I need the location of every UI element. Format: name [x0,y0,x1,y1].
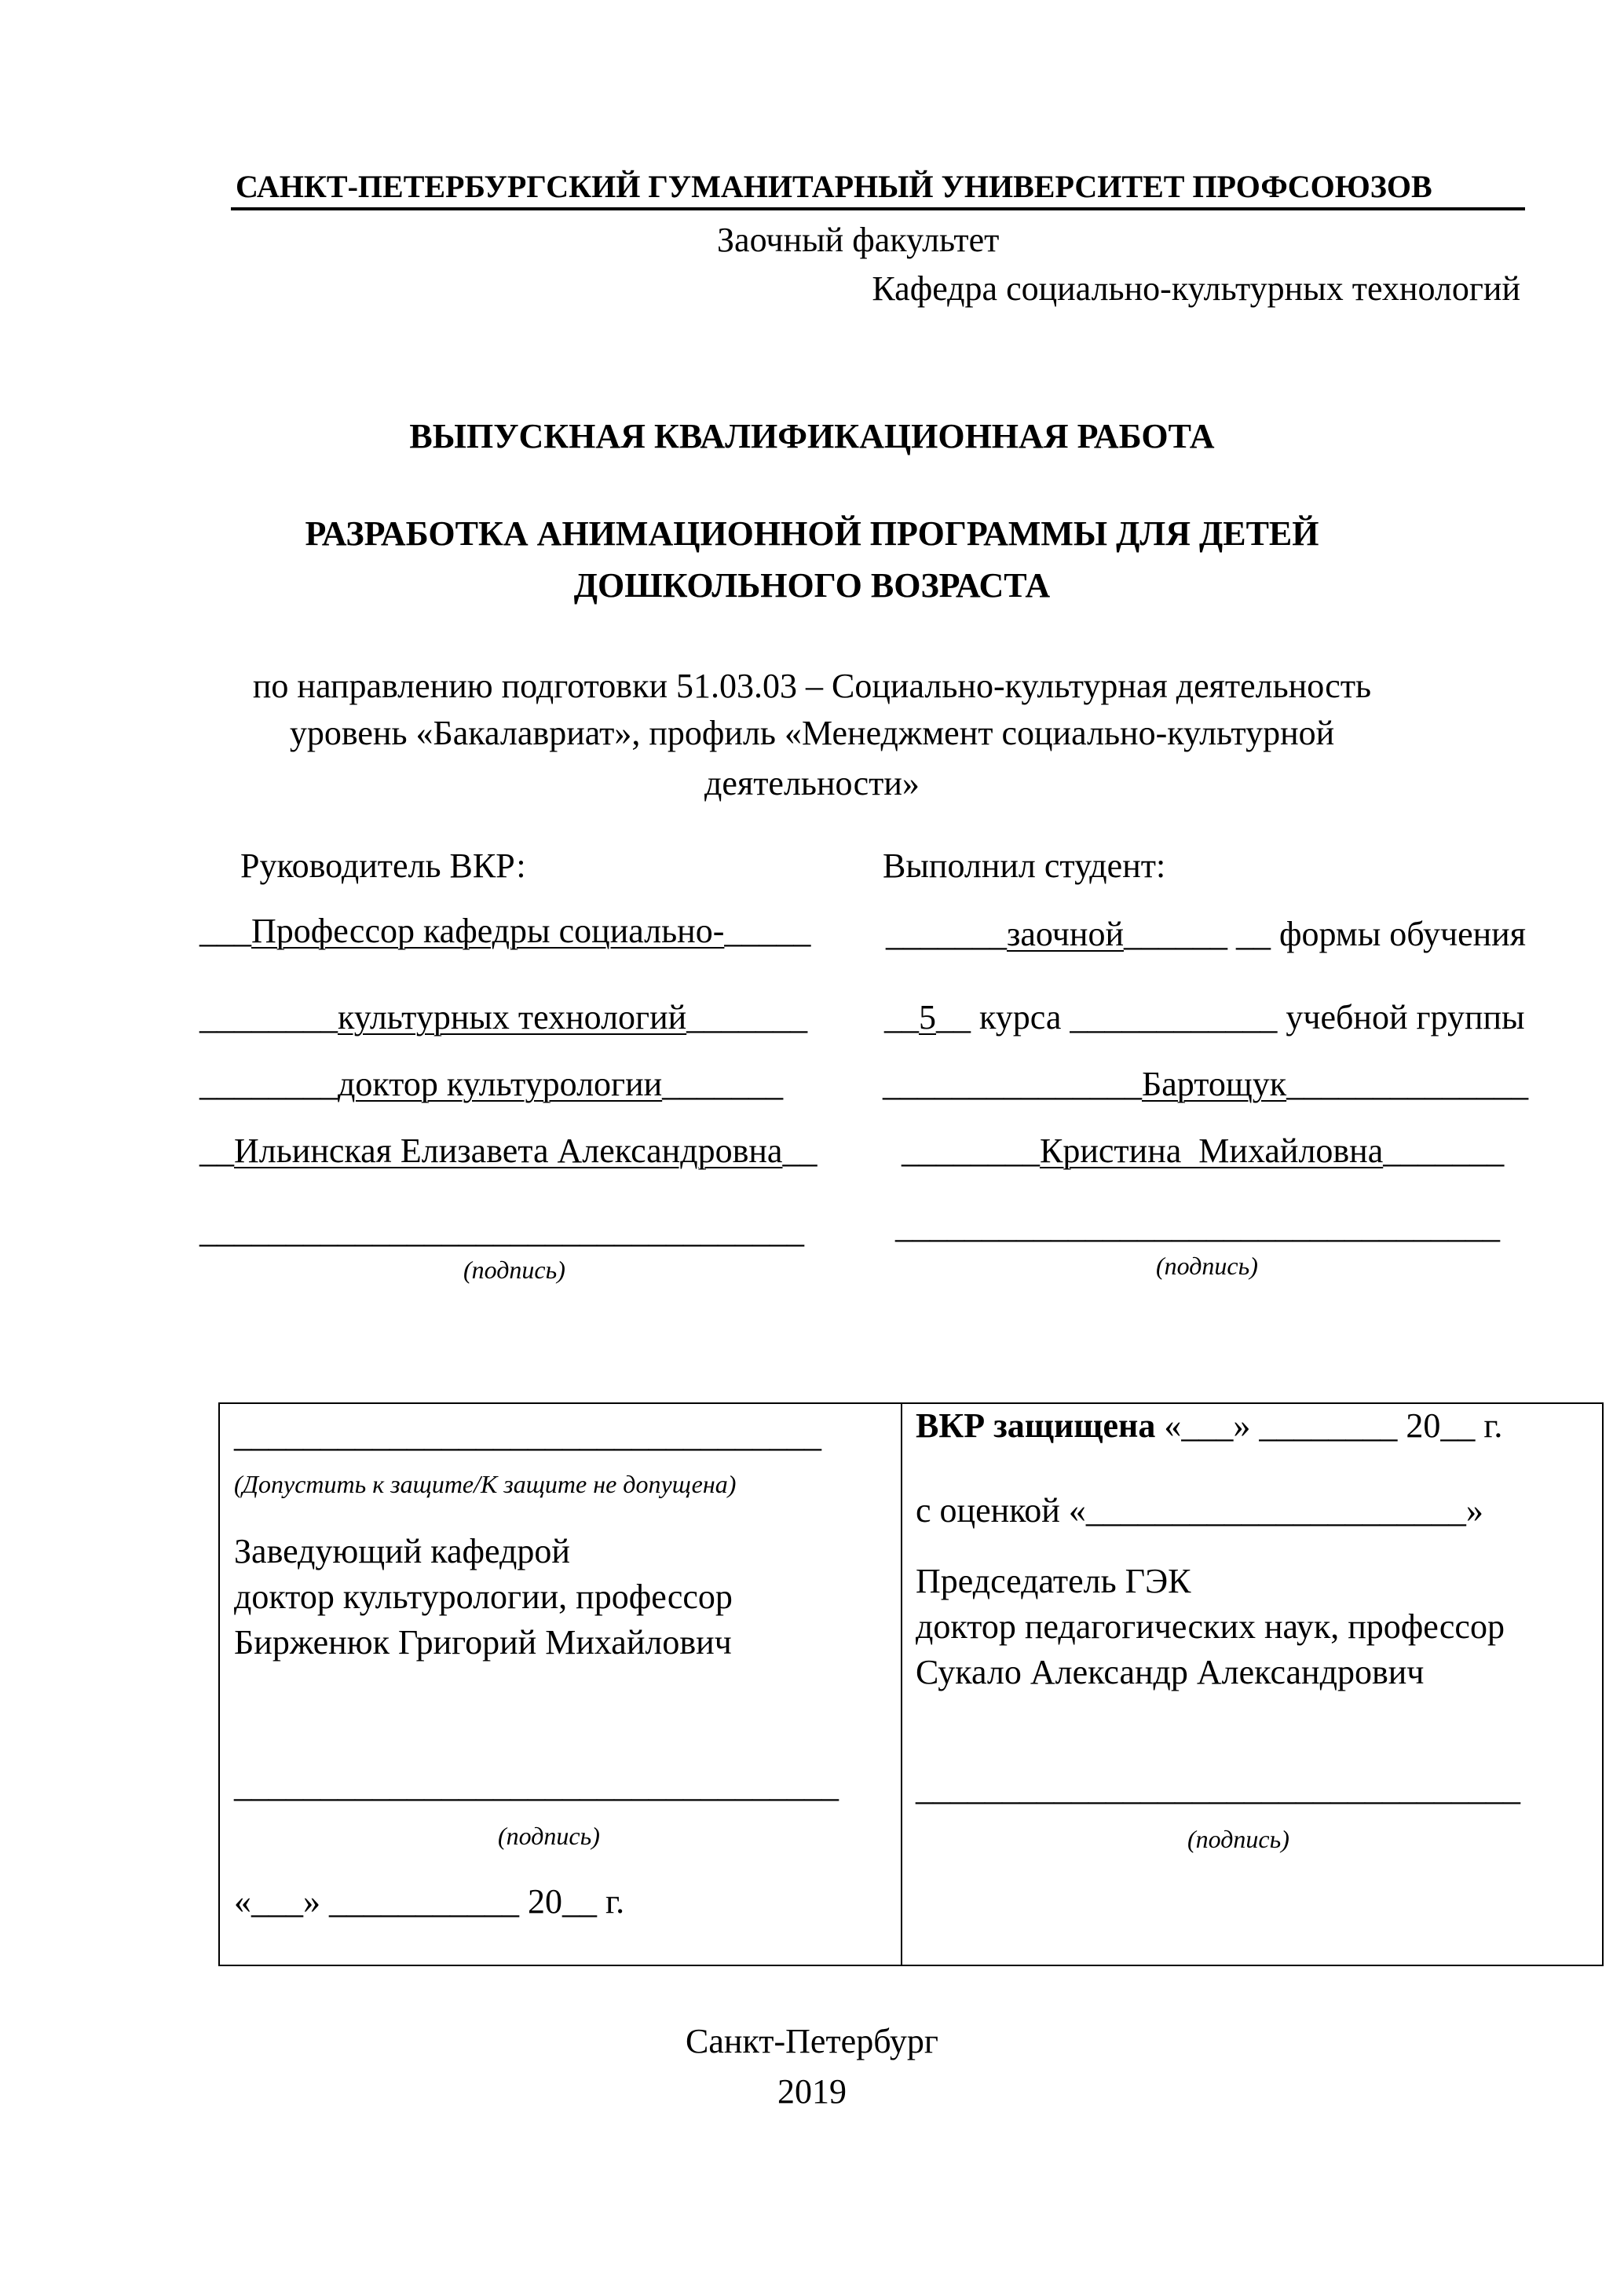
chair-signature-caption: (подпись) [1187,1825,1289,1853]
head-date: «___» ___________ 20__ г. [234,1882,625,1921]
supervisor-signature-line: ___________________________________ [199,1212,804,1250]
head-name: Бирженюк Григорий Михайлович [234,1623,732,1662]
defense-grade: с оценкой «______________________» [916,1491,1483,1530]
header-divider [231,207,1525,210]
head-signature-caption: (подпись) [498,1822,600,1850]
admission-decision-line: __________________________________ [234,1416,821,1454]
student-signature-caption: (подпись) [1156,1252,1258,1280]
supervisor-row: __Ильинская Елизавета Александровна__ [199,1132,817,1170]
student-surname: _______________Бартощук______________ [883,1065,1529,1103]
supervisor-signature-caption: (подпись) [463,1256,565,1284]
direction-line-1: по направлению подготовки 51.03.03 – Социально-культурная деятельность [252,667,1372,705]
admission-decision-caption: (Допустить к защите/К защите не допущена) [234,1470,737,1498]
city: Санкт-Петербург [686,2022,938,2060]
student-signature-line: ___________________________________ [895,1207,1500,1245]
student-label: Выполнил студент: [883,846,1166,885]
approval-box-divider [901,1402,902,1965]
supervisor-row: ________культурных технологий_______ [199,998,808,1036]
university-name: САНКТ-ПЕТЕРБУРГСКИЙ ГУМАНИТАРНЫЙ УНИВЕРСИТЕТ ПРОФСОЮЗОВ [236,169,1432,204]
head-position: Заведующий кафедрой [234,1532,570,1570]
head-degree: доктор культурологии, профессор [234,1578,733,1616]
chair-signature-line: ___________________________________ [916,1769,1520,1808]
student-name: ________Кристина Михайловна_______ [902,1132,1505,1170]
student-course-group: __5__ курса ____________ учебной группы [884,998,1525,1036]
direction-line-3: деятельности» [704,764,920,803]
chair-position: Председатель ГЭК [916,1562,1191,1600]
topic-line-1: РАЗРАБОТКА АНИМАЦИОННОЙ ПРОГРАММЫ ДЛЯ ДЕТЕЙ [305,514,1319,553]
department: Кафедра социально-культурных технологий [872,269,1520,308]
work-type: ВЫПУСКНАЯ КВАЛИФИКАЦИОННАЯ РАБОТА [409,417,1215,455]
topic-line-2: ДОШКОЛЬНОГО ВОЗРАСТА [573,566,1051,605]
chair-degree: доктор педагогических наук, профессор [916,1607,1505,1646]
faculty: Заочный факультет [717,221,1000,259]
direction-line-2: уровень «Бакалавриат», профиль «Менеджмент социально-культурной [289,714,1335,752]
supervisor-row: ________доктор культурологии_______ [199,1065,784,1103]
chair-name: Сукало Александр Александрович [916,1653,1425,1691]
year: 2019 [777,2072,847,2111]
student-study-form: _______заочной______ __ формы обучения [886,915,1526,953]
supervisor-label: Руководитель ВКР: [240,846,526,885]
defense-date: ВКР защищена «___» ________ 20__ г. [916,1406,1503,1445]
head-signature-line: ___________________________________ [234,1766,839,1804]
supervisor-row: ___Профессор кафедры социально-_____ [199,912,811,950]
